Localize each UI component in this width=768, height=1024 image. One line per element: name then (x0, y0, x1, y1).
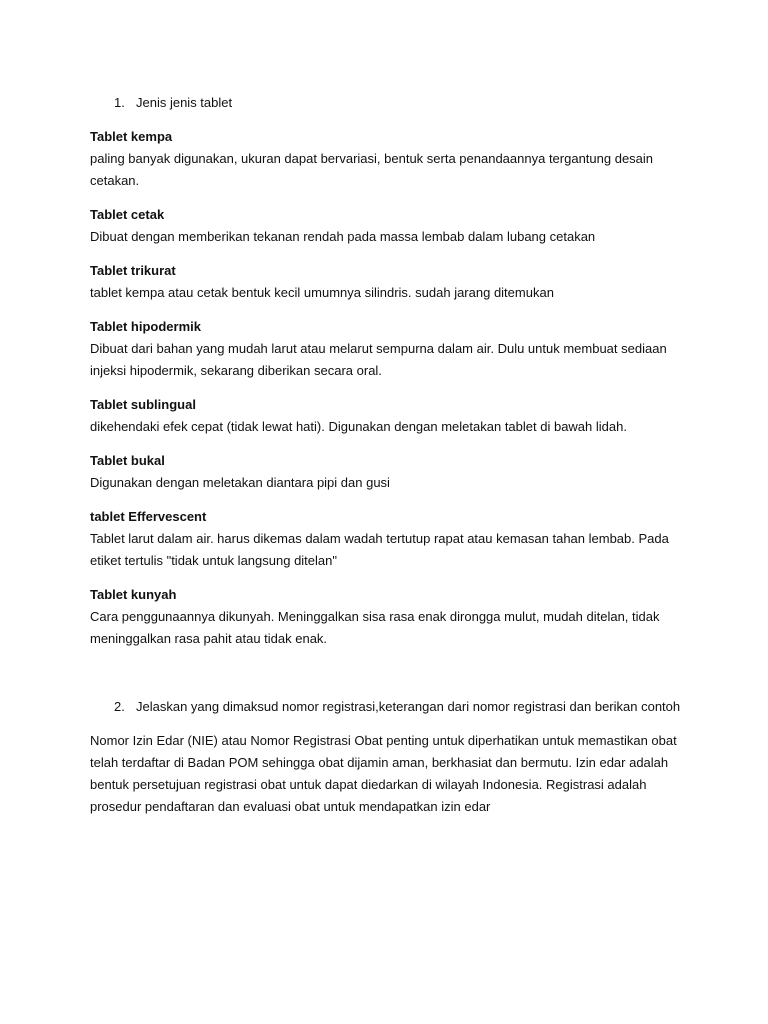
question-2 (114, 696, 690, 718)
question-2-text: Jelaskan yang dimaksud nomor registrasi,keterangan dari nomor registrasi dan berikan contoh (136, 699, 681, 714)
section-spacer (90, 662, 690, 696)
tablet-title: Tablet cetak (90, 207, 165, 222)
tablet-section (90, 394, 690, 438)
tablet-title: Tablet kempa (90, 129, 173, 144)
tablet-title: Tablet sublingual (90, 397, 196, 412)
question-1 (114, 92, 690, 114)
tablet-section (90, 260, 690, 304)
tablet-section (90, 204, 690, 248)
tablet-title: Tablet kunyah (90, 587, 177, 602)
tablet-description: Dibuat dari bahan yang mudah larut atau melarut sempurna dalam air. Dulu untuk membuat sediaan injeksi hipodermik, sekarang diberikan secara oral. (90, 341, 667, 378)
tablet-title: Tablet hipodermik (90, 319, 201, 334)
question-1-text: Jenis jenis tablet (136, 95, 233, 110)
tablet-title: Tablet trikurat (90, 263, 176, 278)
tablet-section (90, 450, 690, 494)
tablet-description: Dibuat dengan memberikan tekanan rendah pada massa lembab dalam lubang cetakan (90, 229, 596, 244)
tablet-section (90, 506, 690, 572)
question-1-number: 1. (114, 95, 125, 110)
question-2-number: 2. (114, 699, 125, 714)
tablet-section (90, 316, 690, 382)
tablet-section (90, 584, 690, 650)
tablet-description: Digunakan dengan meletakan diantara pipi dan gusi (90, 475, 390, 490)
tablet-description: dikehendaki efek cepat (tidak lewat hati). Digunakan dengan meletakan tablet di bawah lidah. (90, 419, 627, 434)
tablet-section (90, 126, 690, 192)
tablet-description: tablet kempa atau cetak bentuk kecil umumnya silindris. sudah jarang ditemukan (90, 285, 554, 300)
tablet-description: Cara penggunaannya dikunyah. Meninggalkan sisa rasa enak dirongga mulut, mudah ditelan, tidak meninggalkan rasa pahit atau tidak enak. (90, 609, 660, 646)
document-page (90, 92, 690, 818)
tablet-title: Tablet bukal (90, 453, 165, 468)
answer-2-paragraph: Nomor Izin Edar (NIE) atau Nomor Registrasi Obat penting untuk diperhatikan untuk memastikan obat telah terdaftar di Badan POM sehingga obat dijamin aman, berkhasiat dan bermutu. Izin edar adalah bentuk persetujuan registrasi obat untuk dapat diedarkan di wilayah Indonesia. Registrasi adalah prosedur pendaftaran dan evaluasi obat untuk mendapatkan izin edar (90, 733, 677, 814)
tablet-title: tablet Effervescent (90, 509, 207, 524)
tablet-description: paling banyak digunakan, ukuran dapat bervariasi, bentuk serta penandaannya tergantung desain cetakan. (90, 151, 654, 188)
tablet-description: Tablet larut dalam air. harus dikemas dalam wadah tertutup rapat atau kemasan tahan lembab. Pada etiket tertulis "tidak untuk langsung ditelan" (90, 531, 669, 568)
